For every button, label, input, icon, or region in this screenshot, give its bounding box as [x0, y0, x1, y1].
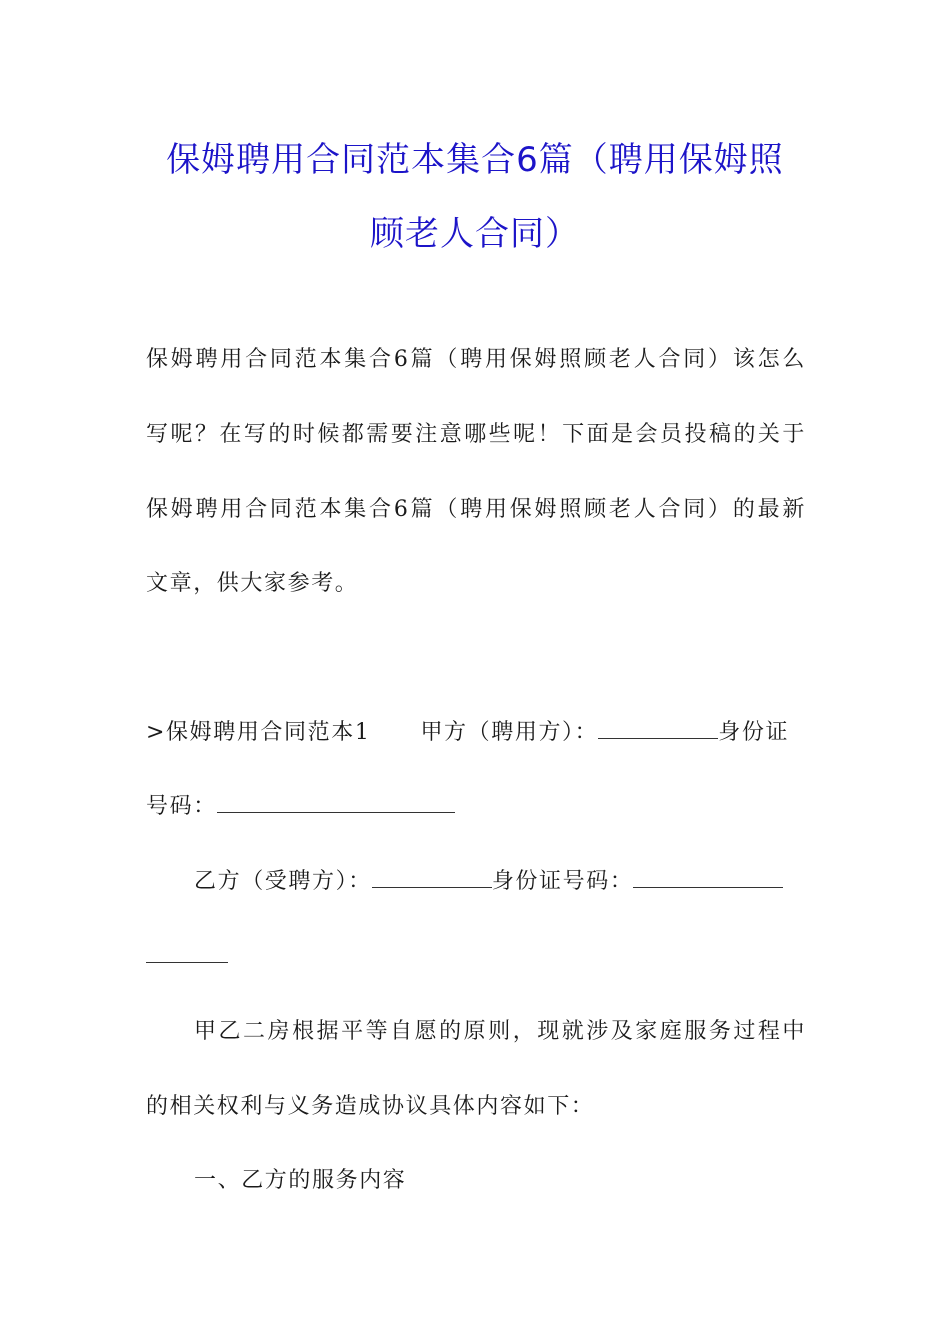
intro-line: 保姆聘用合同范本集合6篇（聘用保姆照顾老人合同）该怎么 — [146, 347, 806, 372]
intro-line: 文章，供大家参考。 — [146, 571, 359, 596]
id-label-cont: 号码： — [146, 794, 217, 819]
party-b-id-label: 身份证号码： — [491, 869, 634, 894]
party-a-name-blank — [598, 718, 718, 739]
intro-line: 写呢？在写的时候都需要注意哪些呢！下面是会员投稿的关于 — [146, 422, 806, 447]
party-a-id-blank — [217, 792, 455, 813]
title-line-1: 保姆聘用合同范本集合6篇（聘用保姆照 — [166, 140, 784, 180]
party-b-id-cont-line — [146, 942, 806, 972]
party-b-name-blank — [372, 867, 492, 888]
agreement-line-1: 甲乙二房根据平等自愿的原则，现就涉及家庭服务过程中 — [194, 1019, 806, 1044]
party-b-id-blank-cont — [146, 942, 228, 963]
party-b-id-blank — [633, 867, 783, 888]
title-line-2: 顾老人合同） — [370, 214, 580, 254]
intro-line: 保姆聘用合同范本集合6篇（聘用保姆照顾老人合同）的最新 — [146, 497, 806, 522]
party-a-id-line — [146, 792, 806, 822]
agreement-line-2: 的相关权利与义务造成协议具体内容如下： — [146, 1094, 595, 1119]
contract-heading: >保姆聘用合同范本1 — [146, 720, 371, 745]
party-b-label: 乙方（受聘方）： — [194, 869, 372, 894]
id-label: 身份证 — [718, 720, 790, 745]
contract-heading-line — [146, 718, 806, 748]
section-1-heading: 一、乙方的服务内容 — [194, 1168, 407, 1193]
party-a-label: 甲方（聘用方）： — [420, 720, 599, 745]
party-b-line — [194, 867, 806, 897]
